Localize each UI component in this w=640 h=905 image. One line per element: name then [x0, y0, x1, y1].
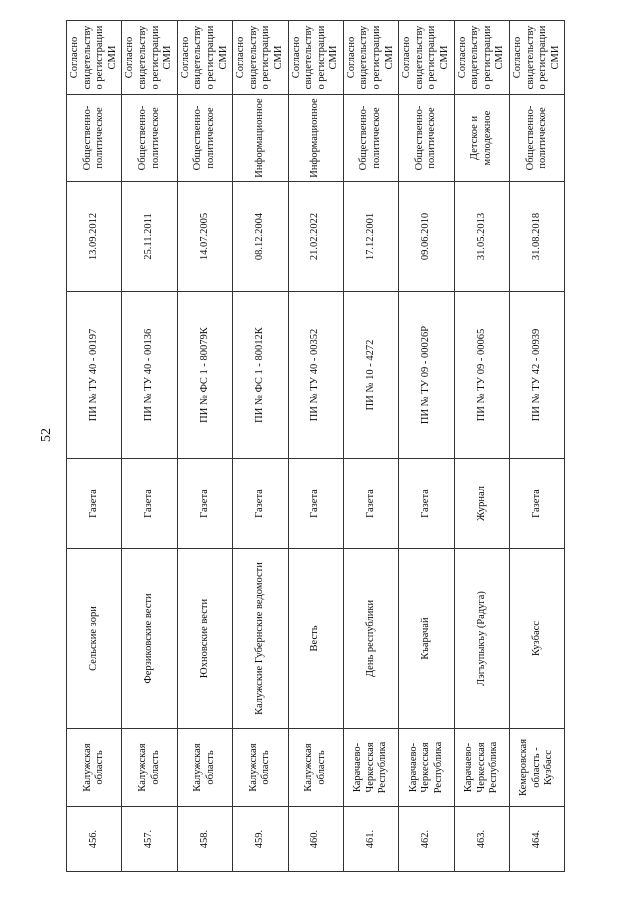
row-number: 460.	[288, 807, 343, 872]
form-cell: Газета	[177, 459, 232, 549]
registration-number-cell: ПИ № ТУ 09 - 00026Р	[399, 292, 454, 459]
registration-number-cell: ПИ № ТУ 09 - 00065	[454, 292, 509, 459]
form-cell: Газета	[399, 459, 454, 549]
territory-cell: Согласно свидетельству о регистрации СМИ	[399, 21, 454, 95]
registration-number-cell: ПИ № ТУ 40 - 00136	[122, 292, 177, 459]
title-cell: Къарачай	[399, 549, 454, 729]
date-cell: 31.05.2013	[454, 182, 509, 292]
registration-number-cell: ПИ № ТУ 42 - 00939	[510, 292, 565, 459]
specialization-cell: Общественно-политическое	[399, 95, 454, 182]
territory-cell: Согласно свидетельству о регистрации СМИ	[454, 21, 509, 95]
table-row	[454, 21, 509, 872]
region-cell: Карачаево-Черкесская Республика	[343, 729, 398, 807]
table-row	[510, 21, 565, 872]
region-cell: Калужская область	[122, 729, 177, 807]
table-row	[343, 21, 398, 872]
territory-cell: Согласно свидетельству о регистрации СМИ	[122, 21, 177, 95]
row-number: 464.	[510, 807, 565, 872]
registration-number-cell: ПИ № ТУ 40 - 00197	[67, 292, 122, 459]
row-number: 457.	[122, 807, 177, 872]
territory-cell: Согласно свидетельству о регистрации СМИ	[67, 21, 122, 95]
region-cell: Кемеровская область - Кузбасс	[510, 729, 565, 807]
date-cell: 25.11.2011	[122, 182, 177, 292]
specialization-cell: Информационное	[233, 95, 288, 182]
form-cell: Газета	[510, 459, 565, 549]
territory-cell: Согласно свидетельству о регистрации СМИ	[343, 21, 398, 95]
specialization-cell: Детское и молодежное	[454, 95, 509, 182]
region-cell: Калужская область	[288, 729, 343, 807]
territory-cell: Согласно свидетельству о регистрации СМИ	[233, 21, 288, 95]
region-cell: Калужская область	[67, 729, 122, 807]
form-cell: Газета	[233, 459, 288, 549]
title-cell: Лэгъупыкъу (Радуга)	[454, 549, 509, 729]
territory-cell: Согласно свидетельству о регистрации СМИ	[510, 21, 565, 95]
specialization-cell: Общественно-политическое	[67, 95, 122, 182]
region-cell: Калужская область	[233, 729, 288, 807]
date-cell: 14.07.2005	[177, 182, 232, 292]
table-row	[67, 21, 122, 872]
specialization-cell: Общественно-политическое	[343, 95, 398, 182]
form-cell: Газета	[122, 459, 177, 549]
title-cell: День республики	[343, 549, 398, 729]
table-row	[122, 21, 177, 872]
table-row	[177, 21, 232, 872]
date-cell: 17.12.2001	[343, 182, 398, 292]
title-cell: Калужские Губернские ведомости	[233, 549, 288, 729]
title-cell: Весть	[288, 549, 343, 729]
registration-number-cell: ПИ № 10 - 4272	[343, 292, 398, 459]
page-number: 52	[39, 428, 54, 442]
date-cell: 08.12.2004	[233, 182, 288, 292]
specialization-cell: Информационное	[288, 95, 343, 182]
date-cell: 31.08.2018	[510, 182, 565, 292]
form-cell: Журнал	[454, 459, 509, 549]
row-number: 459.	[233, 807, 288, 872]
form-cell: Газета	[67, 459, 122, 549]
region-cell: Карачаево-Черкесская Республика	[454, 729, 509, 807]
table-row	[233, 21, 288, 872]
region-cell: Карачаево-Черкесская Республика	[399, 729, 454, 807]
specialization-cell: Общественно-политическое	[122, 95, 177, 182]
registration-number-cell: ПИ № ФС 1 - 80079К	[177, 292, 232, 459]
specialization-cell: Общественно-политическое	[177, 95, 232, 182]
date-cell: 09.06.2010	[399, 182, 454, 292]
title-cell: Кузбасс	[510, 549, 565, 729]
title-cell: Ферзиковские вести	[122, 549, 177, 729]
media-registry-table	[66, 21, 561, 872]
row-number: 462.	[399, 807, 454, 872]
table-row	[288, 21, 343, 872]
registration-number-cell: ПИ № ФС 1 - 80012К	[233, 292, 288, 459]
registry-table	[66, 20, 565, 872]
specialization-cell: Общественно-политическое	[510, 95, 565, 182]
territory-cell: Согласно свидетельству о регистрации СМИ	[177, 21, 232, 95]
form-cell: Газета	[288, 459, 343, 549]
date-cell: 13.09.2012	[67, 182, 122, 292]
table-row	[399, 21, 454, 872]
region-cell: Калужская область	[177, 729, 232, 807]
row-number: 463.	[454, 807, 509, 872]
form-cell: Газета	[343, 459, 398, 549]
title-cell: Юхновские вести	[177, 549, 232, 729]
date-cell: 21.02.2022	[288, 182, 343, 292]
row-number: 461.	[343, 807, 398, 872]
territory-cell: Согласно свидетельству о регистрации СМИ	[288, 21, 343, 95]
row-number: 458.	[177, 807, 232, 872]
registration-number-cell: ПИ № ТУ 40 - 00352	[288, 292, 343, 459]
row-number: 456.	[67, 807, 122, 872]
title-cell: Сельские зори	[67, 549, 122, 729]
